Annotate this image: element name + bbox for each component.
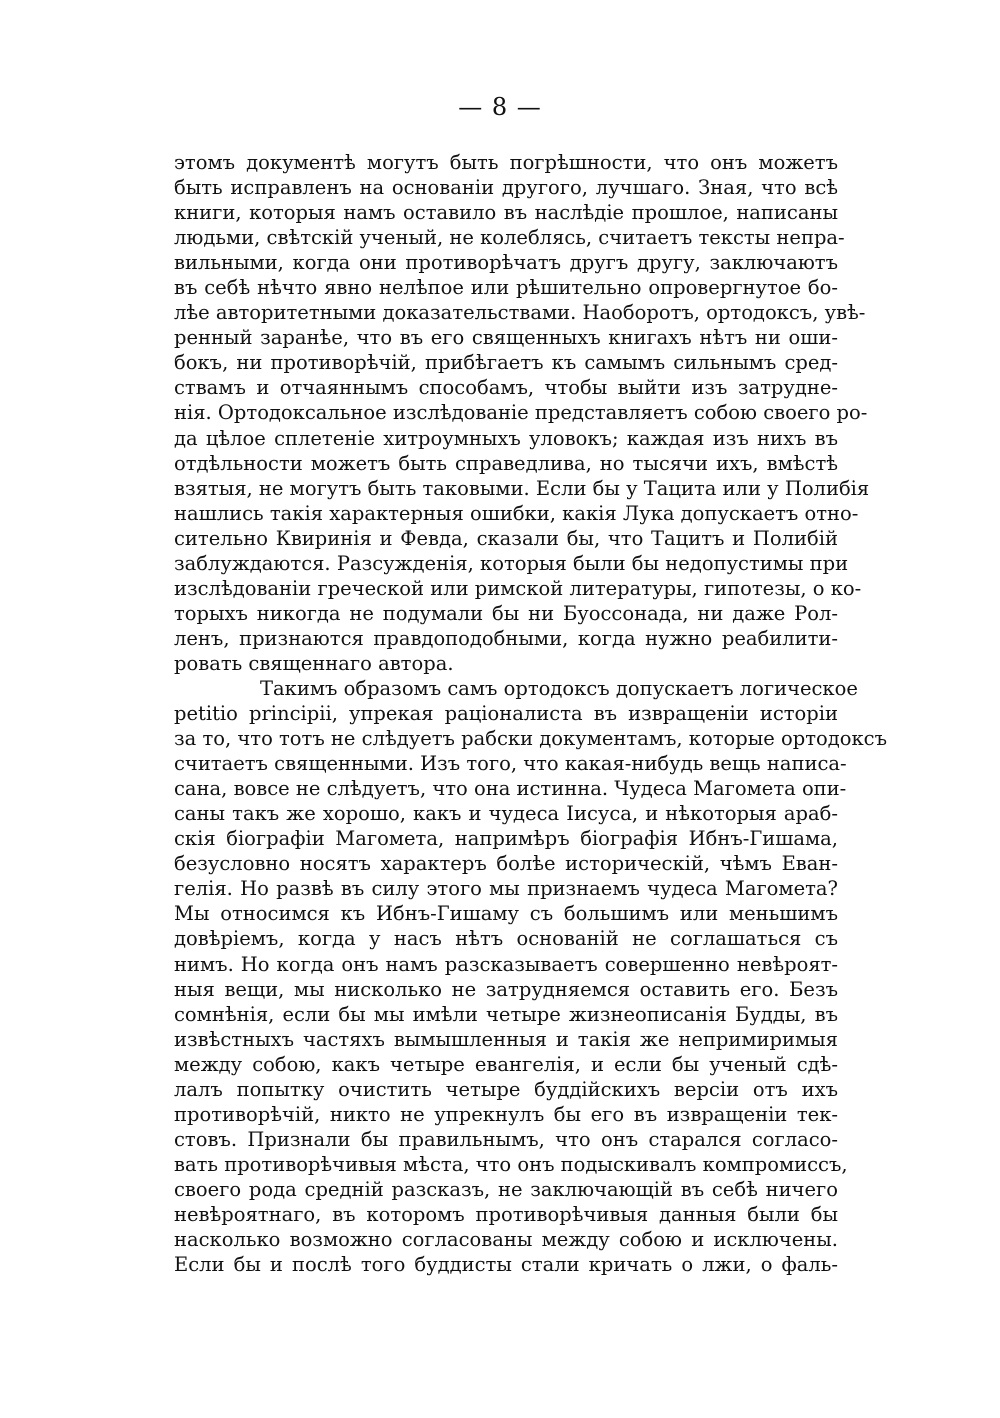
page-number: — 8 — xyxy=(458,93,542,121)
text-line: за то, что тотъ не слѣдуетъ рабски документамъ, которые ортодоксъ xyxy=(174,727,887,751)
text-line: насколько возможно согласованы между собою и исключены. xyxy=(174,1228,838,1252)
text-line: ленъ, признаются правдоподобными, когда нужно реабилити- xyxy=(174,626,838,650)
text-line: книги, которыя намъ оставило въ наслѣдіе прошлое, написаны xyxy=(174,201,838,225)
paragraph-1 xyxy=(174,150,870,676)
text-line: между собою, какъ четыре евангелія, и если бы ученый сдѣ- xyxy=(174,1052,838,1076)
text-line: невѣроятнаго, въ которомъ противорѣчивыя данныя были бы xyxy=(174,1202,838,1226)
text-line: вильными, когда они противорѣчатъ другъ другу, заключаютъ xyxy=(174,251,838,275)
text-line: изслѣдованіи греческой или римской литературы, гипотезы, о ко- xyxy=(174,576,862,600)
text-line: извѣстныхъ частяхъ вымышленныя и такія же непримиримыя xyxy=(174,1027,838,1051)
text-line: отдѣльности можетъ быть справедлива, но тысячи ихъ, вмѣстѣ xyxy=(174,451,838,475)
text-line: быть исправленъ на основаніи другого, лучшаго. Зная, что всѣ xyxy=(174,176,838,200)
text-line: саны такъ же хорошо, какъ и чудеса Іисуса, и нѣкоторыя араб- xyxy=(174,802,838,826)
text-line: скія біографіи Магомета, напримѣръ біографія Ибнъ-Гишама, xyxy=(174,827,838,851)
text-line: да цѣлое сплетеніе хитроумныхъ уловокъ; каждая изъ нихъ въ xyxy=(174,426,838,450)
text-line: торыхъ никогда не подумали бы ни Буоссонада, ни даже Рол- xyxy=(174,601,838,625)
text-line: лалъ попытку очистить четыре буддійскихъ версіи отъ ихъ xyxy=(174,1077,838,1101)
paragraph-2 xyxy=(174,676,887,1277)
text-line: petitio principii, упрекая раціоналиста въ извращеніи исторіи xyxy=(174,702,838,726)
text-line: лѣе авторитетными доказательствами. Наоборотъ, ортодоксъ, увѣ- xyxy=(174,301,866,325)
text-line: стовъ. Признали бы правильнымъ, что онъ старался согласо- xyxy=(174,1127,838,1151)
text-line: ствамъ и отчаяннымъ способамъ, чтобы выйти изъ затрудне- xyxy=(174,376,838,400)
text-line: нашлись такія характерныя ошибки, какія Лука допускаетъ отно- xyxy=(174,501,859,525)
text-line: своего рода средній разсказъ, не заключающій въ себѣ ничего xyxy=(174,1177,838,1201)
text-line: нимъ. Но когда онъ намъ разсказываетъ совершенно невѣроят- xyxy=(174,952,838,976)
text-line: нія. Ортодоксальное изслѣдованіе представляетъ собою своего ро- xyxy=(174,401,868,425)
text-line: противорѣчій, никто не упрекнулъ бы его въ извращеніи тек- xyxy=(174,1102,838,1126)
text-line: сомнѣнія, если бы мы имѣли четыре жизнеописанія Будды, въ xyxy=(174,1002,838,1026)
text-line: Мы относимся къ Ибнъ-Гишаму съ большимъ или меньшимъ xyxy=(174,902,838,926)
text-line: вать противорѣчивыя мѣста, что онъ подыскивалъ компромиссъ, xyxy=(174,1152,848,1176)
text-line: бокъ, ни противорѣчій, прибѣгаетъ къ самымъ сильнымъ сред- xyxy=(174,351,838,375)
text-line: сительно Квиринія и Февда, сказали бы, что Тацитъ и Полибій xyxy=(174,526,838,550)
text-line: Такимъ образомъ самъ ортодоксъ допускаетъ логическое xyxy=(260,676,858,700)
text-line: заблуждаются. Разсужденія, которыя были бы недопустимы при xyxy=(174,551,849,575)
text-line: въ себѣ нѣчто явно нелѣпое или рѣшительно опровергнутое бо- xyxy=(174,276,838,300)
text-line: сана, вовсе не слѣдуетъ, что она истинна. Чудеса Магомета опи- xyxy=(174,777,847,801)
text-line: считаетъ священными. Изъ того, что какая-нибудь вещь написа- xyxy=(174,752,847,776)
text-line: людьми, свѣтскій ученый, не колеблясь, считаетъ тексты непра- xyxy=(174,226,845,250)
text-line: безусловно носятъ характеръ болѣе историческій, чѣмъ Еван- xyxy=(174,852,838,876)
body-text xyxy=(174,150,887,1277)
text-line: довѣріемъ, когда у насъ нѣтъ основаній не соглашаться съ xyxy=(174,927,838,951)
text-line: ренный заранѣе, что въ его священныхъ книгахъ нѣтъ ни оши- xyxy=(174,326,838,350)
text-line: ровать священнаго автора. xyxy=(174,651,454,675)
text-line: гелія. Но развѣ въ силу этого мы признаемъ чудеса Магомета? xyxy=(174,877,838,901)
text-line: Если бы и послѣ того буддисты стали кричать о лжи, о фаль- xyxy=(174,1253,838,1277)
text-line: взятыя, не могутъ быть таковыми. Если бы у Тацита или у Полибія xyxy=(174,476,870,500)
text-line: ныя вещи, мы нисколько не затрудняемся оставить его. Безъ xyxy=(174,977,838,1001)
text-line: этомъ документѣ могутъ быть погрѣшности, что онъ можетъ xyxy=(174,151,838,174)
